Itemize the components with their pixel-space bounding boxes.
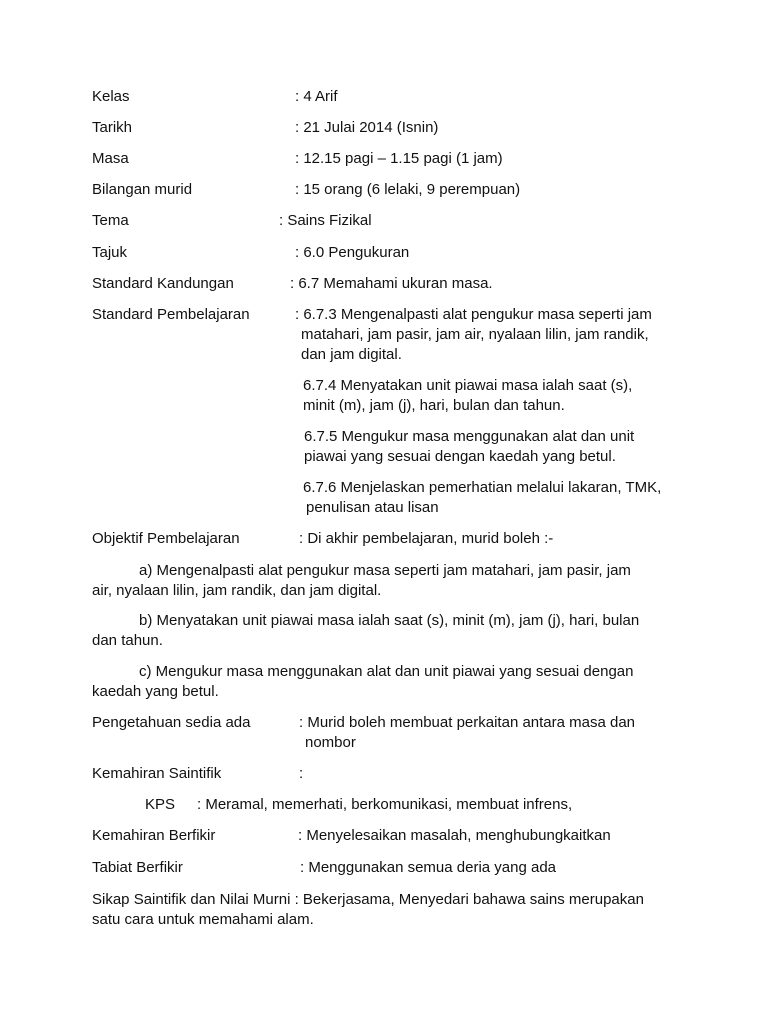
kelas-label: Kelas	[92, 88, 130, 105]
pengetahuan-line2: nombor	[305, 734, 356, 751]
objektif-a-line1: a) Mengenalpasti alat pengukur masa seperti jam matahari, jam pasir, jam	[139, 562, 631, 579]
kemahiran-saintifik-label: Kemahiran Saintifik	[92, 765, 222, 782]
kemahiran-berfikir-label: Kemahiran Berfikir	[92, 827, 216, 844]
sp-item-3-line2: piawai yang sesuai dengan kaedah yang betul.	[304, 448, 616, 465]
sp-item-2-line1: 6.7.4 Menyatakan unit piawai masa ialah saat (s),	[303, 377, 633, 394]
tarikh-label: Tarikh	[92, 119, 133, 136]
kps-label: KPS	[145, 796, 176, 813]
objektif-b-line1: b) Menyatakan unit piawai masa ialah saat (s), minit (m), jam (j), hari, bulan	[139, 612, 640, 629]
objektif-c-line2: kaedah yang betul.	[92, 683, 219, 700]
sp-item-1-line1: : 6.7.3 Mengenalpasti alat pengukur masa seperti jam	[295, 306, 652, 323]
masa-label: Masa	[92, 150, 129, 167]
tabiat-berfikir-value: : Menggunakan semua deria yang ada	[300, 859, 557, 876]
sp-item-2-line2: minit (m), jam (j), hari, bulan dan tahun.	[303, 397, 565, 414]
pengetahuan-line1: : Murid boleh membuat perkaitan antara masa dan	[299, 714, 636, 731]
sp-item-1-line2: matahari, jam pasir, jam air, nyalaan lilin, jam randik,	[301, 326, 649, 343]
kelas-value: : 4 Arif	[295, 88, 338, 105]
objektif-b-line2: dan tahun.	[92, 632, 163, 649]
masa-value: : 12.15 pagi – 1.15 pagi (1 jam)	[295, 150, 503, 167]
bilangan-murid-value: : 15 orang (6 lelaki, 9 perempuan)	[295, 181, 521, 198]
tajuk-label: Tajuk	[92, 244, 128, 261]
pengetahuan-label: Pengetahuan sedia ada	[92, 714, 251, 731]
bilangan-murid-label: Bilangan murid	[92, 181, 193, 198]
sp-item-4-line1: 6.7.6 Menjelaskan pemerhatian melalui lakaran, TMK,	[303, 479, 662, 496]
sikap-line2: satu cara untuk memahami alam.	[92, 911, 314, 928]
standard-kandungan-label: Standard Kandungan	[92, 275, 234, 292]
sp-item-1-line3: dan jam digital.	[301, 346, 402, 363]
tema-label: Tema	[92, 212, 129, 229]
objektif-label: Objektif Pembelajaran	[92, 530, 240, 547]
objektif-value: : Di akhir pembelajaran, murid boleh :-	[299, 530, 554, 547]
tarikh-value: : 21 Julai 2014 (Isnin)	[295, 119, 439, 136]
tabiat-berfikir-label: Tabiat Berfikir	[92, 859, 183, 876]
sikap-line1: Sikap Saintifik dan Nilai Murni : Bekerjasama, Menyedari bahawa sains merupakan	[92, 891, 644, 908]
sp-item-3-line1: 6.7.5 Mengukur masa menggunakan alat dan unit	[304, 428, 635, 445]
kps-value: : Meramal, memerhati, berkomunikasi, membuat infrens,	[197, 796, 573, 813]
standard-kandungan-value: : 6.7 Memahami ukuran masa.	[290, 275, 493, 292]
objektif-c-line1: c) Mengukur masa menggunakan alat dan unit piawai yang sesuai dengan	[139, 663, 634, 680]
kemahiran-saintifik-value: :	[299, 765, 304, 782]
objektif-a-line2: air, nyalaan lilin, jam randik, dan jam digital.	[92, 582, 382, 599]
kemahiran-berfikir-value: : Menyelesaikan masalah, menghubungkaitkan	[298, 827, 611, 844]
sp-item-4-line2: penulisan atau lisan	[306, 499, 439, 516]
standard-pembelajaran-label: Standard Pembelajaran	[92, 306, 250, 323]
tema-value: : Sains Fizikal	[279, 212, 372, 229]
tajuk-value: : 6.0 Pengukuran	[295, 244, 410, 261]
